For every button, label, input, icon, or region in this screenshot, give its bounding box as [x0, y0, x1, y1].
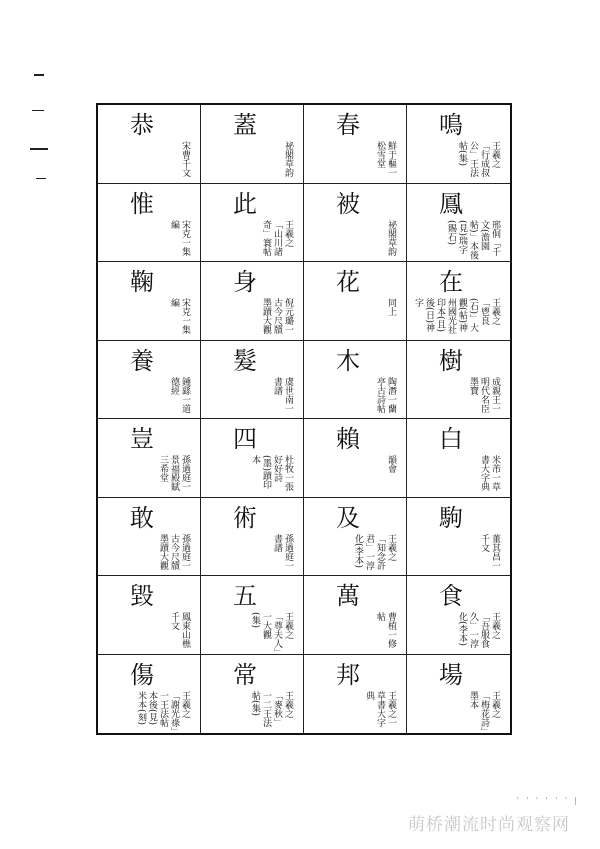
table-cell — [98, 655, 201, 734]
calligraphy-character: 髮 — [233, 346, 257, 375]
watermark: 萌桥潮流时尚观察网 — [408, 815, 570, 835]
calligraphy-character: 食 — [439, 582, 463, 610]
table-cell — [304, 498, 407, 577]
edge-ticks: ' ' ' ' ' ' | — [515, 796, 578, 805]
calligraphy-character: 敢 — [130, 503, 154, 532]
calligraphy-character: 賴 — [336, 425, 360, 453]
source-note: 王羲之「麥秋」一二王法帖(集) — [250, 690, 293, 727]
calligraphy-character: 傷 — [130, 660, 154, 689]
calligraphy-character: 毀 — [130, 582, 154, 610]
table-cell — [304, 655, 407, 734]
source-note: 虞世南一書譜 — [272, 376, 293, 413]
table-cell — [304, 184, 407, 263]
source-note: 祕閣草韵 — [386, 219, 396, 256]
margin-mark — [32, 110, 44, 111]
source-note: 孫過庭一書譜 — [272, 533, 293, 570]
table-cell — [98, 262, 201, 341]
table-cell — [304, 262, 407, 341]
calligraphy-character: 在 — [439, 268, 463, 296]
source-note: 成親王一明代名臣墨寶 — [468, 376, 500, 413]
source-note: 王羲之「尊夫人」一大觀(集) — [250, 612, 293, 653]
table-cell — [98, 576, 201, 655]
calligraphy-character: 邦 — [336, 660, 360, 689]
calligraphy-character: 駒 — [439, 503, 463, 532]
calligraphy-character: 術 — [233, 503, 257, 532]
calligraphy-character: 木 — [336, 346, 360, 375]
source-note: 米芾一草書大字典 — [479, 455, 500, 491]
calligraphy-character: 養 — [130, 346, 154, 375]
source-note: 曹植一修帖 — [375, 612, 396, 648]
table-cell — [201, 262, 304, 341]
table-cell — [407, 341, 510, 420]
calligraphy-character: 此 — [233, 189, 257, 218]
calligraphy-character: 蓋 — [233, 111, 257, 139]
table-cell — [98, 419, 201, 498]
table-cell — [201, 341, 304, 420]
calligraphy-character: 身 — [233, 268, 257, 296]
table-cell — [201, 105, 304, 184]
source-note: 宋曹千文 — [180, 141, 190, 177]
table-cell — [98, 105, 201, 184]
calligraphy-character: 恭 — [130, 111, 154, 139]
table-cell — [201, 655, 304, 734]
calligraphy-character: 被 — [336, 189, 360, 218]
calligraphy-character: 四 — [233, 425, 257, 453]
calligraphy-character: 及 — [336, 503, 360, 532]
calligraphy-character: 鳳 — [439, 189, 463, 218]
source-note: 宋克一集編 — [169, 219, 190, 256]
source-note: 鮮于樞一松雪堂 — [375, 141, 396, 177]
calligraphy-character: 常 — [233, 660, 257, 689]
source-note: 王羲之一草書大字典 — [364, 690, 396, 727]
source-note: 王羲之「謝光祿」一王法帖本後(見)米本(刻) — [136, 690, 190, 731]
calligraphy-character: 樹 — [439, 346, 463, 375]
table-cell — [304, 419, 407, 498]
source-note: 王羲之「鬯良(石)」大觀(帖)神州國光社印本(且)後(日)神字 — [413, 298, 500, 334]
calligraphy-character: 豈 — [130, 425, 154, 453]
table-cell — [201, 498, 304, 577]
calligraphy-table — [96, 103, 512, 735]
source-note: 孫過庭一景福殿賦三希堂 — [158, 455, 190, 491]
source-note: 王羲之「山川諸奇」寰帖 — [261, 219, 293, 256]
source-note: 同上 — [386, 298, 396, 316]
source-note: 孫過庭一古今尺牘墨蹟大觀 — [158, 533, 190, 570]
table-cell — [304, 341, 407, 420]
table-cell — [304, 105, 407, 184]
table-cell — [201, 419, 304, 498]
calligraphy-character: 春 — [336, 111, 360, 139]
source-note: 鳳東山樵千文 — [169, 612, 190, 648]
margin-mark — [34, 74, 44, 76]
calligraphy-character: 萬 — [336, 582, 360, 610]
table-cell — [407, 655, 510, 734]
source-note: 韻會 — [386, 455, 396, 473]
table-cell — [201, 576, 304, 655]
table-cell — [201, 184, 304, 263]
calligraphy-character: 惟 — [130, 189, 154, 218]
table-cell — [98, 184, 201, 263]
source-note: 宋克一集編 — [169, 298, 190, 334]
source-note: 杜牧一張好好詩(墨)蹟印本 — [250, 455, 293, 491]
source-note: 邢侗「千文(澹園帖)」本後(見)瑞字(賜石) — [446, 219, 500, 260]
calligraphy-character: 鞠 — [130, 268, 154, 296]
table-cell — [407, 419, 510, 498]
calligraphy-character: 鳴 — [439, 111, 463, 139]
source-note: 陶潛一蘭亭古詩帖 — [375, 376, 396, 413]
source-note: 鍾繇一道德經 — [169, 376, 190, 413]
source-note: 王羲之「梅花詩」墨本 — [468, 690, 500, 731]
calligraphy-character: 場 — [439, 660, 463, 689]
table-cell — [98, 341, 201, 420]
source-note: 王羲之「吾服食久」一淳化(李本) — [457, 612, 500, 648]
source-note: 祕閣草韵 — [283, 141, 293, 177]
source-note: 王羲之「知念許君」一淳化(李本) — [353, 533, 396, 570]
source-note: 王羲之「行成叔公」王法帖(集) — [457, 141, 500, 177]
table-cell — [98, 498, 201, 577]
calligraphy-character: 花 — [336, 268, 360, 296]
source-note: 倪元璐一古今尺牘墨蹟大觀 — [261, 298, 293, 334]
table-cell — [407, 262, 510, 341]
table-cell — [304, 576, 407, 655]
calligraphy-character: 五 — [233, 582, 257, 610]
margin-mark — [30, 148, 48, 150]
table-cell — [407, 184, 510, 263]
calligraphy-character: 白 — [439, 425, 463, 453]
margin-mark — [36, 178, 46, 179]
source-note: 董其昌一千文 — [479, 533, 500, 570]
table-cell — [407, 576, 510, 655]
table-cell — [407, 105, 510, 184]
table-cell — [407, 498, 510, 577]
